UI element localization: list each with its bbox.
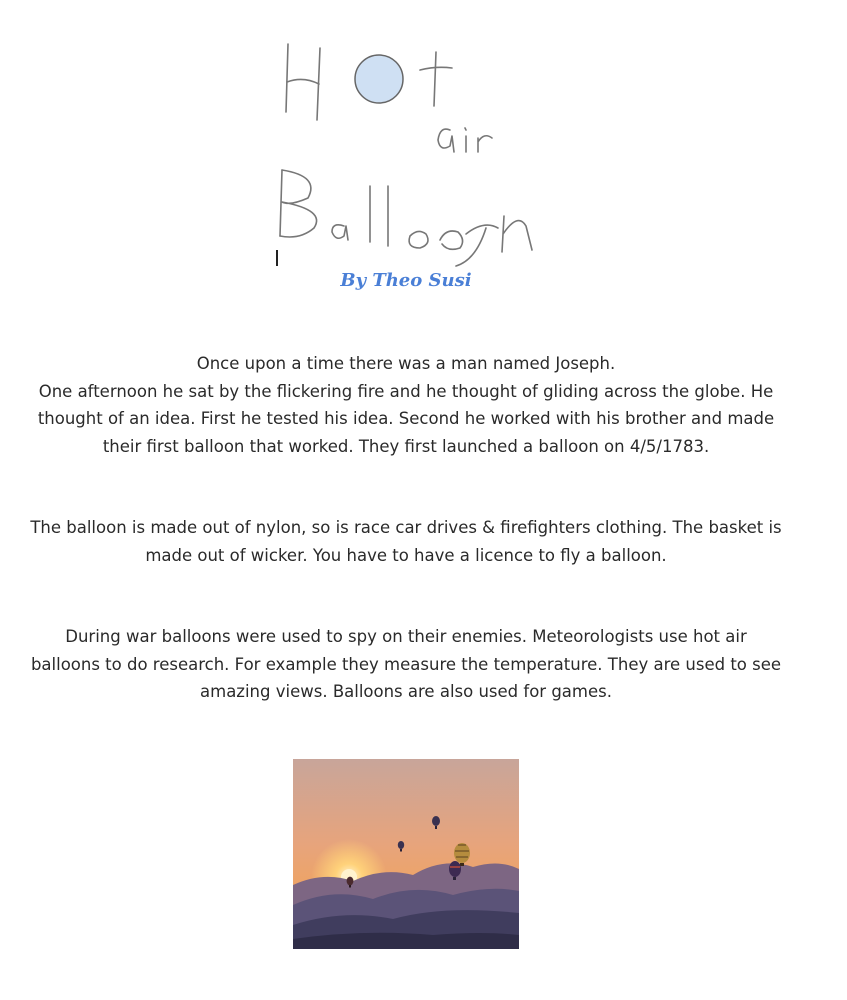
byline: By Theo Susi <box>340 270 472 291</box>
paragraph-materials-text: The balloon is made out of nylon, so is race car drives & firefighters clothing. The basket is made out of wicker. You have to have a licence to fly a balloon. <box>30 518 782 565</box>
text-cursor <box>276 250 278 266</box>
paragraph-uses-text: During war balloons were used to spy on their enemies. Meteorologists use hot air balloons to do research. For example they measure the temperature. They are used to see amazing views. Balloons are also used for games. <box>30 627 782 701</box>
title-dot <box>355 55 403 103</box>
hot-air-balloons-sunset-photo <box>293 759 519 949</box>
paragraph-history <box>30 350 782 460</box>
paragraph-history-line1: Once upon a time there was a man named Joseph. <box>196 354 616 373</box>
paragraph-history-line2: One afternoon he sat by the flickering fire and he thought of gliding across the globe. He thought of an idea. First he tested his idea. Second he worked with his brother and made their first balloon that worked. They first launched a balloon on 4/5/1783. <box>37 381 775 456</box>
paragraph-uses <box>30 623 782 706</box>
handwritten-title-drawing <box>270 30 550 270</box>
paragraph-materials <box>30 514 782 569</box>
